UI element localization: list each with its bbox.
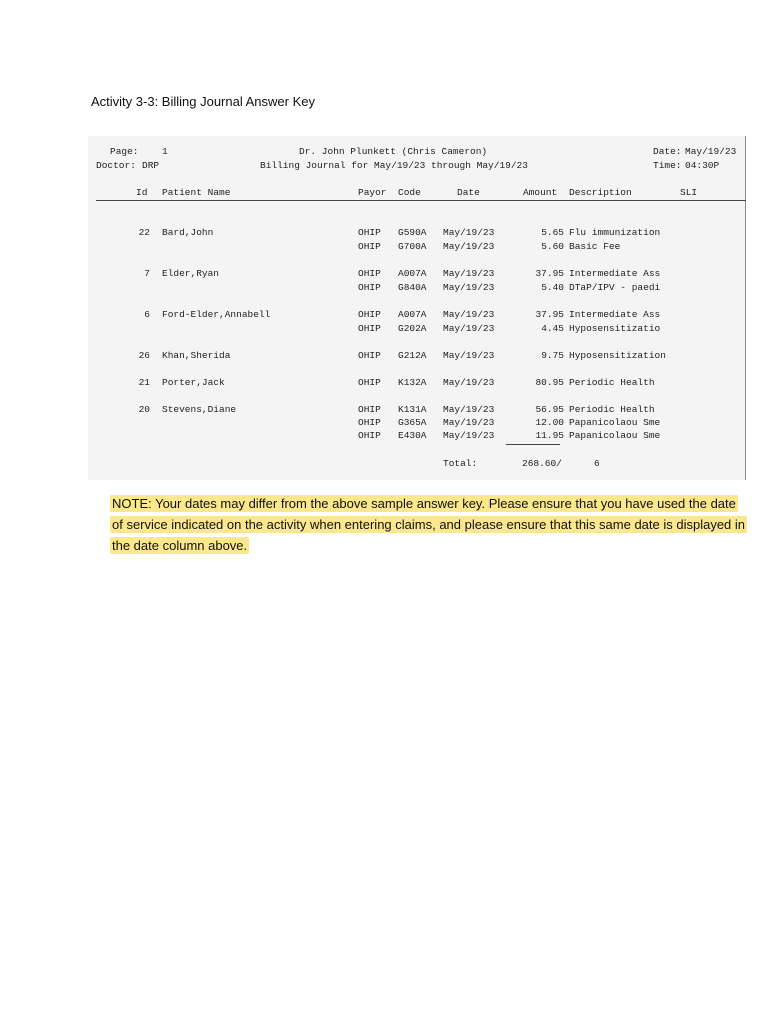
column-header-patient: Patient Name	[162, 187, 231, 198]
row-payor: OHIP	[358, 241, 381, 252]
row-description: Periodic Health	[569, 377, 655, 388]
doctor-code: DRP	[142, 160, 160, 171]
row-payor: OHIP	[358, 282, 381, 293]
page-number: 1	[162, 146, 168, 157]
column-header-sli: SLI	[680, 187, 698, 198]
row-description: Periodic Health	[569, 404, 655, 415]
row-patient: Khan,Sherida	[162, 350, 231, 361]
row-patient: Elder,Ryan	[162, 268, 220, 279]
header-divider	[96, 200, 746, 201]
column-header-description: Description	[569, 187, 632, 198]
column-header-payor: Payor	[358, 187, 387, 198]
row-amount: 5.40	[541, 282, 564, 293]
row-payor: OHIP	[358, 377, 381, 388]
row-date: May/19/23	[443, 350, 495, 361]
row-date: May/19/23	[443, 323, 495, 334]
total-label: Total:	[443, 458, 478, 469]
row-date: May/19/23	[443, 309, 495, 320]
row-amount: 37.95	[535, 309, 564, 320]
row-description: Intermediate Ass	[569, 268, 661, 279]
row-amount: 5.65	[541, 227, 564, 238]
row-amount: 4.45	[541, 323, 564, 334]
row-payor: OHIP	[358, 323, 381, 334]
row-description: Flu immunization	[569, 227, 661, 238]
row-date: May/19/23	[443, 417, 495, 428]
report-time: 04:30P	[685, 160, 720, 171]
row-date: May/19/23	[443, 268, 495, 279]
report-title: Billing Journal for May/19/23 through May/19/23	[260, 160, 528, 171]
column-header-amount: Amount	[523, 187, 558, 198]
column-header-id: Id	[136, 187, 148, 198]
row-date: May/19/23	[443, 430, 495, 441]
row-payor: OHIP	[358, 404, 381, 415]
row-id: 20	[138, 404, 150, 415]
row-description: Hyposensitizatio	[569, 323, 661, 334]
row-description: Intermediate Ass	[569, 309, 661, 320]
time-label: Time:	[653, 160, 682, 171]
row-id: 21	[138, 377, 150, 388]
row-code: G700A	[398, 241, 427, 252]
row-amount: 12.00	[535, 417, 564, 428]
row-date: May/19/23	[443, 377, 495, 388]
row-date: May/19/23	[443, 241, 495, 252]
row-patient: Stevens,Diane	[162, 404, 237, 415]
row-id: 6	[144, 309, 150, 320]
row-payor: OHIP	[358, 430, 381, 441]
row-code: G840A	[398, 282, 427, 293]
row-date: May/19/23	[443, 404, 495, 415]
doctor-label: Doctor:	[96, 160, 136, 171]
column-header-date: Date	[457, 187, 480, 198]
report-date: May/19/23	[685, 146, 737, 157]
row-code: G590A	[398, 227, 427, 238]
page-label: Page:	[110, 146, 139, 157]
row-id: 7	[144, 268, 150, 279]
row-code: E430A	[398, 430, 427, 441]
row-description: DTaP/IPV - paedi	[569, 282, 661, 293]
row-code: A007A	[398, 309, 427, 320]
report-border	[745, 136, 746, 480]
row-patient: Porter,Jack	[162, 377, 225, 388]
row-payor: OHIP	[358, 417, 381, 428]
note-text: NOTE: Your dates may differ from the above sample answer key. Please ensure that you have used the date of service indicated on the activity when entering claims, and please ensure that this same date is displayed in the date column above.	[112, 496, 746, 553]
row-payor: OHIP	[358, 350, 381, 361]
total-count: 6	[594, 458, 600, 469]
row-payor: OHIP	[358, 309, 381, 320]
row-payor: OHIP	[358, 227, 381, 238]
page-title: Activity 3-3: Billing Journal Answer Key	[91, 94, 315, 109]
row-description: Papanicolaou Sme	[569, 417, 661, 428]
row-code: K132A	[398, 377, 427, 388]
billing-journal-report	[88, 136, 746, 480]
row-amount: 11.95	[535, 430, 564, 441]
row-date: May/19/23	[443, 282, 495, 293]
row-description: Papanicolaou Sme	[569, 430, 661, 441]
row-id: 26	[138, 350, 150, 361]
row-patient: Bard,John	[162, 227, 214, 238]
row-amount: 56.95	[535, 404, 564, 415]
row-patient: Ford-Elder,Annabell	[162, 309, 271, 320]
row-amount: 5.60	[541, 241, 564, 252]
row-amount: 9.75	[541, 350, 564, 361]
row-code: G365A	[398, 417, 427, 428]
report-doctor-name: Dr. John Plunkett (Chris Cameron)	[299, 146, 488, 157]
row-id: 22	[138, 227, 150, 238]
date-label: Date:	[653, 146, 682, 157]
column-header-code: Code	[398, 187, 421, 198]
row-code: G202A	[398, 323, 427, 334]
row-payor: OHIP	[358, 268, 381, 279]
row-code: K131A	[398, 404, 427, 415]
row-description: Basic Fee	[569, 241, 621, 252]
note-paragraph	[110, 493, 750, 556]
total-underline	[506, 444, 560, 445]
row-code: A007A	[398, 268, 427, 279]
row-amount: 37.95	[535, 268, 564, 279]
total-amount: 268.60/	[522, 458, 562, 469]
row-description: Hyposensitization	[569, 350, 666, 361]
row-code: G212A	[398, 350, 427, 361]
row-date: May/19/23	[443, 227, 495, 238]
row-amount: 80.95	[535, 377, 564, 388]
